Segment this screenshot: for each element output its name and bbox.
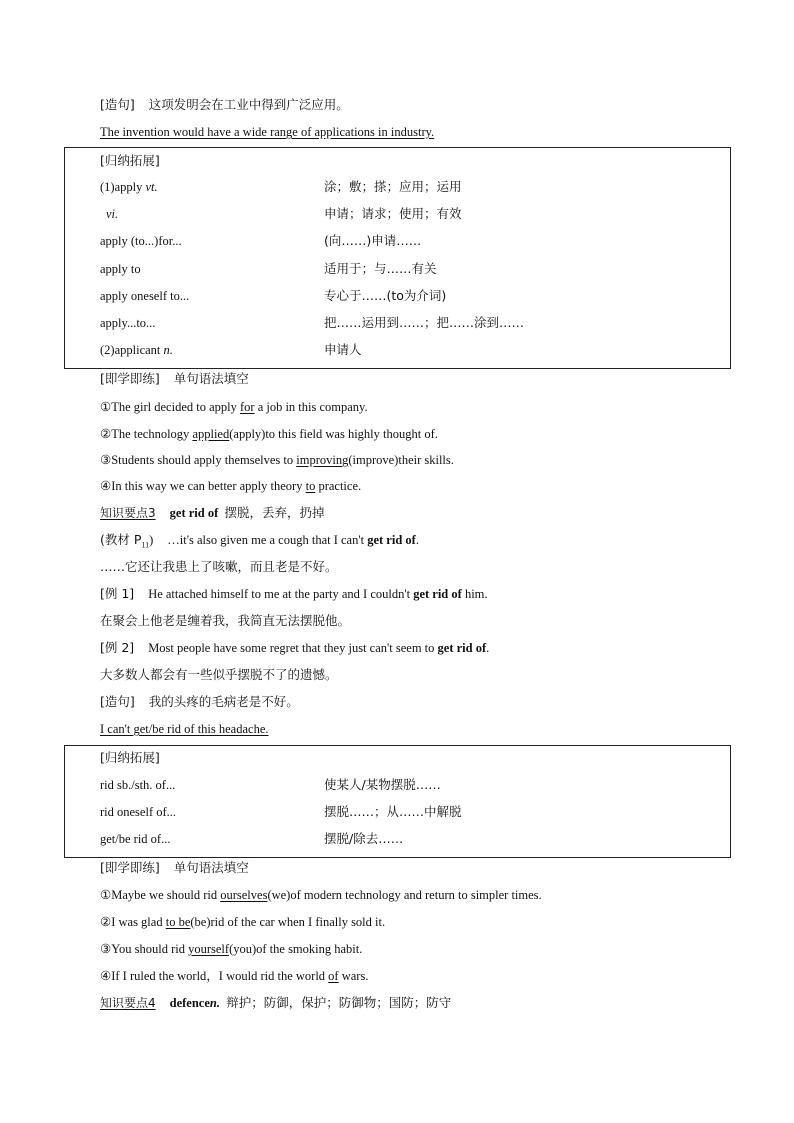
answer-blank: to be (165, 915, 191, 929)
row-term: rid sb./sth. of... (100, 778, 176, 792)
row-pos: vi. (106, 207, 119, 221)
zaoju-english: The invention would have a wide range of applications in industry. (100, 125, 435, 139)
row-term: (2)applicant (100, 343, 164, 357)
exercise-item: ②The technology applied(apply)to this field was highly thought of. (100, 427, 438, 441)
row-definition: (向……)申请…… (324, 233, 422, 248)
answer-blank: for (239, 400, 255, 414)
row-definition: 申请；请求；使用；有效 (324, 206, 462, 221)
knowledge-point-4-heading (100, 995, 451, 1011)
row-definition: 专心于……(to为介词) (324, 288, 447, 303)
row-term: apply to (100, 262, 141, 276)
knowledge-point-heading (100, 505, 325, 521)
knowledge-point-meaning: 摆脱，丢弃，扔掉 (224, 505, 325, 520)
zaoju-tag: [造句] (100, 97, 135, 112)
box-title: [归纳拓展] (100, 153, 160, 168)
textbook-quote: (教材 $P_{11}$) …it's also given me a cough that I can't get rid of. (100, 532, 419, 550)
row-pos: n. (163, 343, 173, 357)
knowledge-point-tag: 知识要点4 (100, 996, 156, 1010)
row-definition: 摆脱……；从……中解脱 (324, 804, 462, 819)
row-term: rid oneself of... (100, 805, 177, 819)
example-1: [例 1] He attached himself to me at the party and I couldn't get rid of him. (100, 586, 488, 601)
row-term: (1)apply (100, 180, 146, 194)
exercise-heading (100, 371, 249, 387)
textbook-translation: ……它还让我患上了咳嗽，而且老是不好。 (100, 559, 338, 574)
knowledge-point-pos: n. (209, 996, 220, 1010)
exercise-subtitle: 单句语法填空 (173, 860, 249, 875)
exercise-title: [即学即练] (100, 371, 160, 386)
summary-box-apply (64, 147, 731, 369)
example-2-translation: 大多数人都会有一些似乎摆脱不了的遗憾。 (100, 667, 338, 682)
answer-blank: to (305, 479, 316, 493)
row-definition: 涂；敷；搽；应用；运用 (324, 179, 462, 194)
exercise-item: ④If I ruled the world，I would rid the world of wars. (100, 969, 369, 983)
exercise-item: ②I was glad to be(be)rid of the car when I finally sold it. (100, 915, 386, 929)
summary-box-rid (64, 745, 731, 858)
row-definition: 摆脱/除去…… (324, 831, 404, 846)
knowledge-point-tag: 知识要点3 (100, 506, 156, 520)
example-2: [例 2] Most people have some regret that they just can't seem to get rid of. (100, 640, 490, 655)
exercise-subtitle: 单句语法填空 (173, 371, 249, 386)
answer-blank: improving (296, 453, 349, 467)
row-definition: 使某人/某物摆脱…… (324, 777, 441, 792)
answer-blank: ourselves (220, 888, 268, 902)
row-term: apply oneself to... (100, 289, 190, 303)
exercise-item: ③Students should apply themselves to improving(improve)their skills. (100, 453, 454, 467)
answer-blank: yourself (188, 942, 230, 956)
row-definition: 把……运用到……；把……涂到…… (324, 315, 525, 330)
exercise-title: [即学即练] (100, 860, 160, 875)
answer-blank: applied (192, 427, 230, 441)
exercise-item: ④In this way we can better apply theory to practice. (100, 479, 362, 493)
row-definition: 适用于；与……有关 (324, 261, 437, 276)
row-definition: 申请人 (324, 342, 362, 357)
answer-blank: of (328, 969, 339, 983)
row-pos: vt. (145, 180, 158, 194)
zaoju-line (100, 97, 349, 113)
exercise-heading-2 (100, 860, 249, 876)
exercise-item: ①Maybe we should rid ourselves(we)of modern technology and return to simpler times. (100, 888, 542, 902)
knowledge-point-phrase: get rid of (169, 506, 219, 520)
knowledge-point-meaning: 辩护；防御，保护；防御物；国防；防守 (226, 995, 452, 1010)
example-1-translation: 在聚会上他老是缠着我，我简直无法摆脱他。 (100, 613, 351, 628)
zaoju-line-2: [造句] 我的头疼的毛病老是不好。 (100, 694, 299, 709)
row-term: apply (to...)for... (100, 234, 182, 248)
row-term: apply...to... (100, 316, 156, 330)
knowledge-point-word: defence (169, 996, 210, 1010)
zaoju-english-2: I can't get/be rid of this headache. (100, 722, 269, 736)
exercise-item: ①The girl decided to apply for a job in this company. (100, 400, 368, 414)
zaoju-chinese: 这项发明会在工业中得到广泛应用。 (148, 97, 349, 112)
exercise-item: ③You should rid yourself(you)of the smoking habit. (100, 942, 363, 956)
box-title: [归纳拓展] (100, 750, 160, 765)
row-term: get/be rid of... (100, 832, 171, 846)
